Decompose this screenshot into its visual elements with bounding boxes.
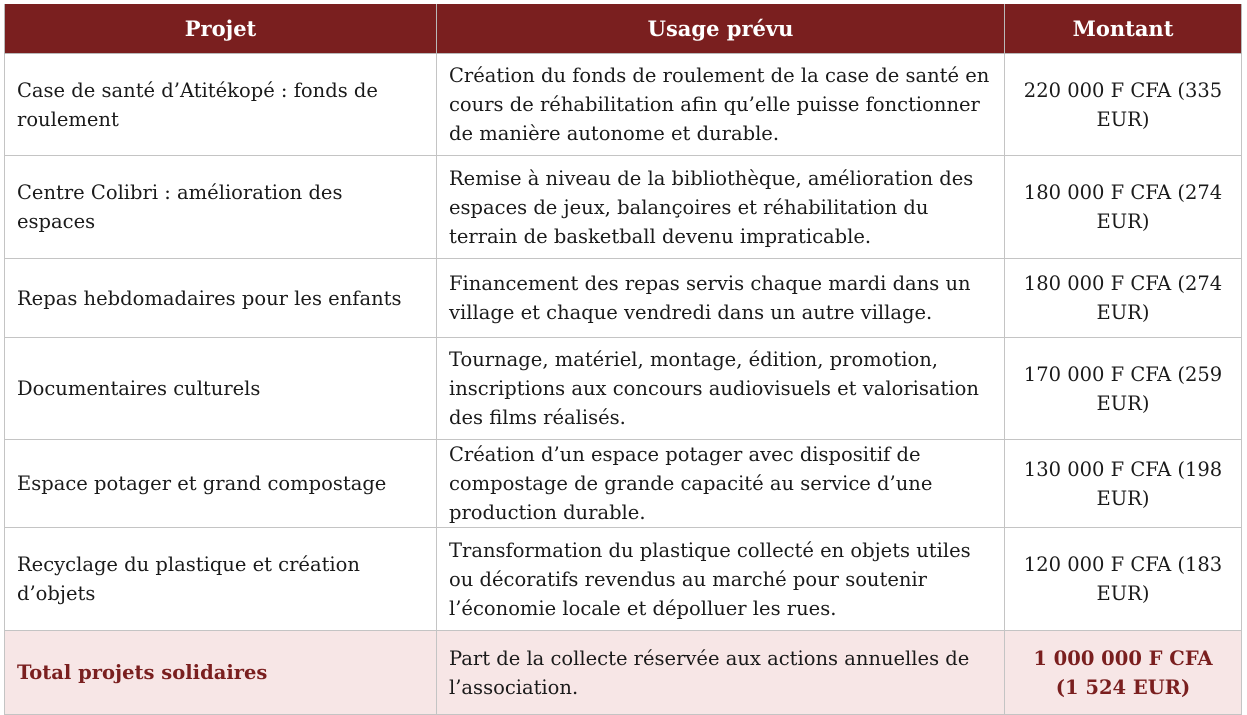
project-cell: Espace potager et grand compostage [5,440,437,528]
amount-cell: 170 000 F CFA (259 EUR) [1005,338,1242,440]
usage-cell: Création d’un espace potager avec dispositif de compostage de grande capacité au service d’une production durable. [437,440,1005,528]
header-usage: Usage prévu [437,4,1005,54]
project-cell: Repas hebdomadaires pour les enfants [5,259,437,338]
budget-table-container [4,4,1242,715]
budget-table [4,4,1242,715]
amount-cell: 130 000 F CFA (198 EUR) [1005,440,1242,528]
amount-cell: 220 000 F CFA (335 EUR) [1005,54,1242,156]
table-row [5,156,1242,259]
amount-cell: 180 000 F CFA (274 EUR) [1005,156,1242,259]
header-project: Projet [5,4,437,54]
table-row [5,259,1242,338]
table-row [5,528,1242,631]
usage-cell: Tournage, matériel, montage, édition, promotion, inscriptions aux concours audiovisuels et valorisation des films réalisés. [437,338,1005,440]
total-label: Total projets solidaires [5,631,437,715]
total-usage: Part de la collecte réservée aux actions annuelles de l’association. [437,631,1005,715]
usage-cell: Financement des repas servis chaque mardi dans un village et chaque vendredi dans un autre village. [437,259,1005,338]
project-cell: Centre Colibri : amélioration des espaces [5,156,437,259]
usage-cell: Transformation du plastique collecté en objets utiles ou décoratifs revendus au marché pour soutenir l’économie locale et dépolluer les rues. [437,528,1005,631]
project-cell: Documentaires culturels [5,338,437,440]
table-row [5,440,1242,528]
project-cell: Recyclage du plastique et création d’objets [5,528,437,631]
amount-cell: 120 000 F CFA (183 EUR) [1005,528,1242,631]
table-header-row [5,4,1242,54]
header-amount: Montant [1005,4,1242,54]
total-amount: 1 000 000 F CFA (1 524 EUR) [1005,631,1242,715]
project-cell: Case de santé d’Atitékopé : fonds de roulement [5,54,437,156]
usage-cell: Création du fonds de roulement de la case de santé en cours de réhabilitation afin qu’elle puisse fonctionner de manière autonome et durable. [437,54,1005,156]
table-row [5,54,1242,156]
usage-cell: Remise à niveau de la bibliothèque, amélioration des espaces de jeux, balançoires et réhabilitation du terrain de basketball devenu impraticable. [437,156,1005,259]
total-row [5,631,1242,715]
table-row [5,338,1242,440]
amount-cell: 180 000 F CFA (274 EUR) [1005,259,1242,338]
